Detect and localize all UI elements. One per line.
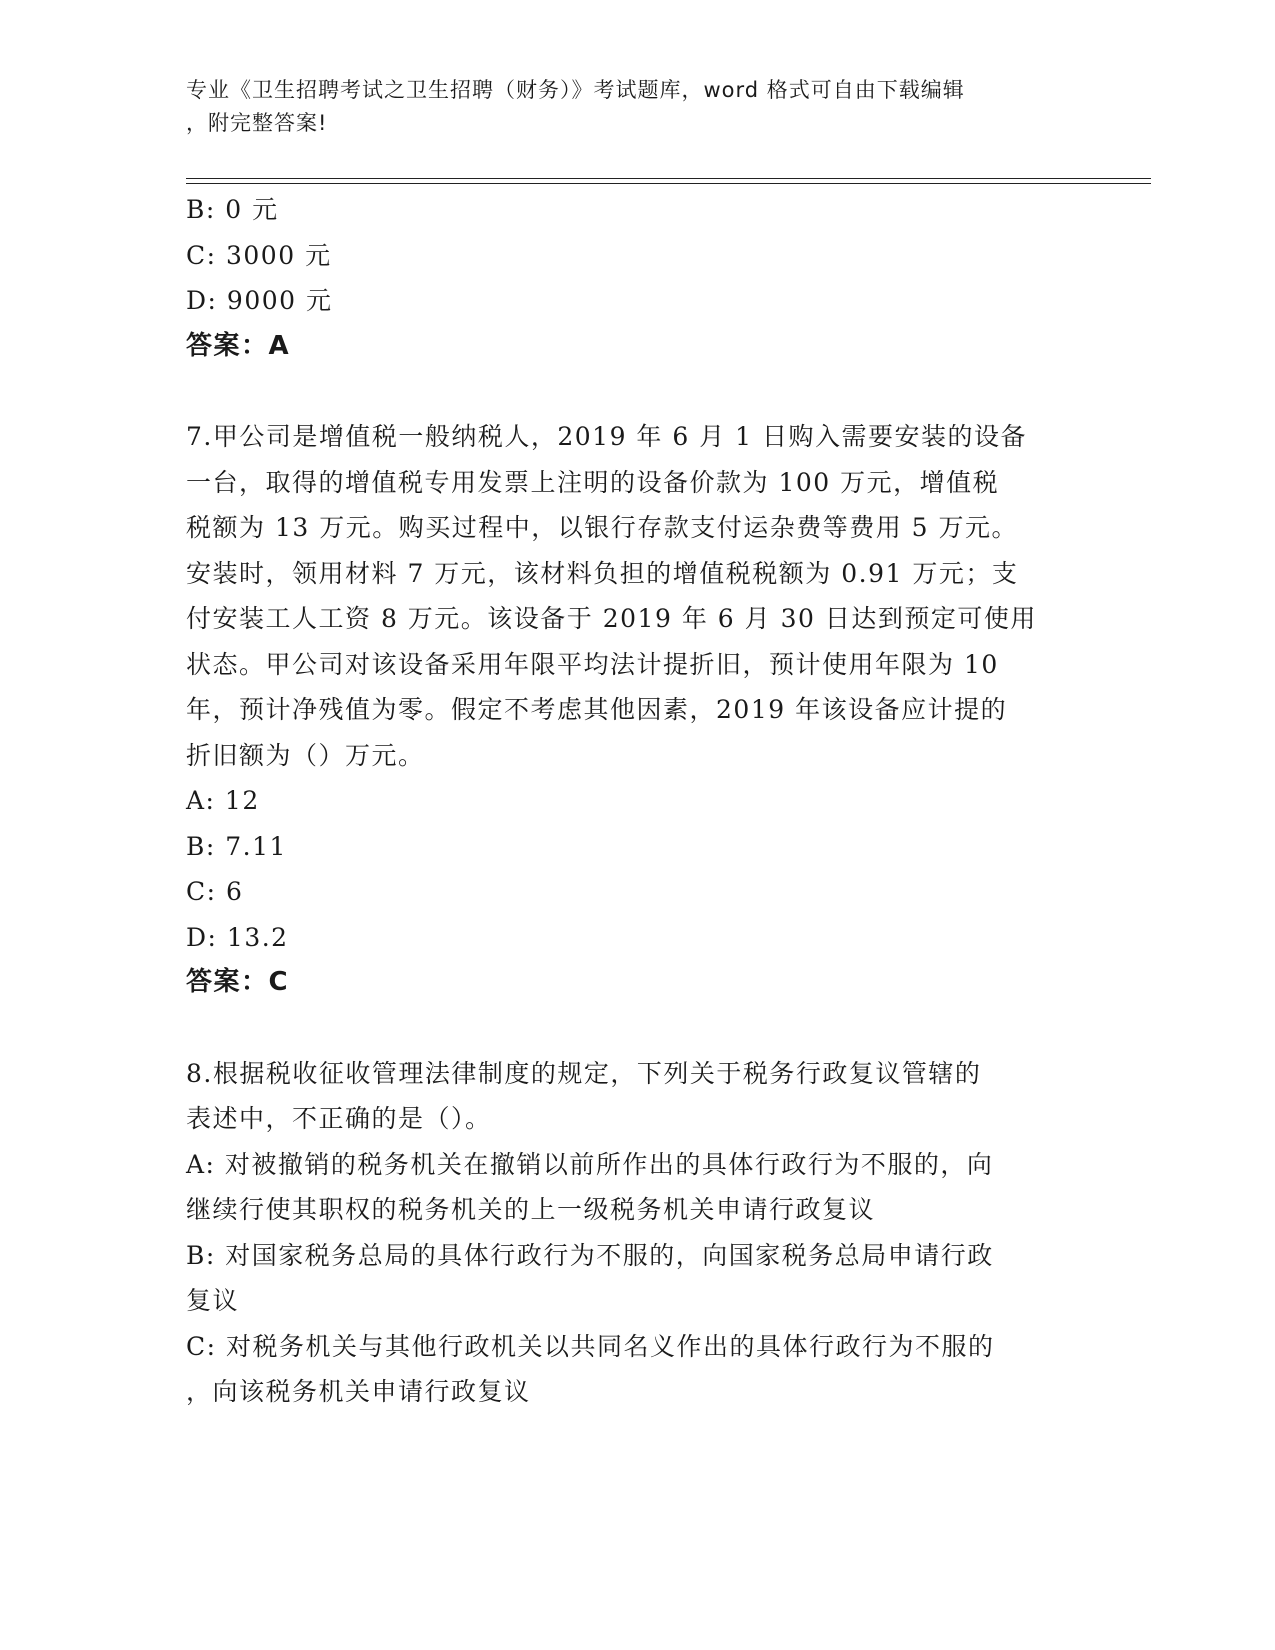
question-text-line: 表述中，不正确的是（）。 bbox=[186, 1104, 492, 1133]
option-d: D: 9000 元 bbox=[186, 286, 333, 315]
question-7 bbox=[186, 414, 1066, 1006]
option-b-line: B: 对国家税务总局的具体行政行为不服的，向国家税务总局申请行政 bbox=[186, 1240, 994, 1270]
option-c-line: C: 对税务机关与其他行政机关以共同名义作出的具体行政行为不服的 bbox=[186, 1331, 995, 1361]
header-line-1: 专业《卫生招聘考试之卫生招聘（财务）》考试题库，word 格式可自由下载编辑 bbox=[186, 78, 965, 102]
question-text-line: 8.根据税收征收管理法律制度的规定，下列关于税务行政复议管辖的 bbox=[186, 1058, 982, 1088]
option-b: B: 7.11 bbox=[186, 831, 287, 861]
option-a-line: 继续行使其职权的税务机关的上一级税务机关申请行政复议 bbox=[186, 1195, 876, 1224]
option-b: B: 0 元 bbox=[186, 195, 279, 224]
question-text-line: 安装时，领用材料 7 万元，该材料负担的增值税税额为 0.91 万元；支 bbox=[186, 558, 1019, 588]
option-a: A: 12 bbox=[186, 786, 260, 815]
option-c: C: 6 bbox=[186, 877, 244, 906]
question-text-line: 一台，取得的增值税专用发票上注明的设备价款为 100 万元，增值税 bbox=[186, 467, 1000, 497]
option-b-line: 复议 bbox=[186, 1286, 240, 1315]
option-c: C: 3000 元 bbox=[186, 240, 332, 270]
document-body bbox=[186, 187, 1066, 1415]
question-text-line: 折旧额为（）万元。 bbox=[186, 740, 425, 770]
answer: 答案：C bbox=[186, 967, 290, 997]
header-rule-top bbox=[186, 178, 1151, 179]
spacer bbox=[186, 1006, 1066, 1051]
answer: 答案：A bbox=[186, 330, 291, 361]
question-text-line: 年，预计净残值为零。假定不考虑其他因素，2019 年该设备应计提的 bbox=[186, 695, 1008, 724]
option-a-line: A: 对被撤销的税务机关在撤销以前所作出的具体行政行为不服的，向 bbox=[186, 1149, 994, 1179]
header-line-2: ，附完整答案! bbox=[186, 111, 328, 135]
question-text-line: 7.甲公司是增值税一般纳税人，2019 年 6 月 1 日购入需要安装的设备 bbox=[186, 422, 1028, 451]
spacer bbox=[186, 369, 1066, 414]
header-rule-bottom bbox=[186, 183, 1151, 184]
document-header bbox=[186, 74, 1066, 140]
question-text-line: 状态。甲公司对该设备采用年限平均法计提折旧，预计使用年限为 10 bbox=[186, 649, 999, 679]
option-d: D: 13.2 bbox=[186, 922, 289, 952]
question-text-line: 税额为 13 万元。购买过程中，以银行存款支付运杂费等费用 5 万元。 bbox=[186, 513, 1019, 542]
option-c-line: ，向该税务机关申请行政复议 bbox=[186, 1377, 531, 1406]
question-8 bbox=[186, 1051, 1066, 1415]
question-text-line: 付安装工人工资 8 万元。该设备于 2019 年 6 月 30 日达到预定可使用 bbox=[186, 604, 1037, 633]
